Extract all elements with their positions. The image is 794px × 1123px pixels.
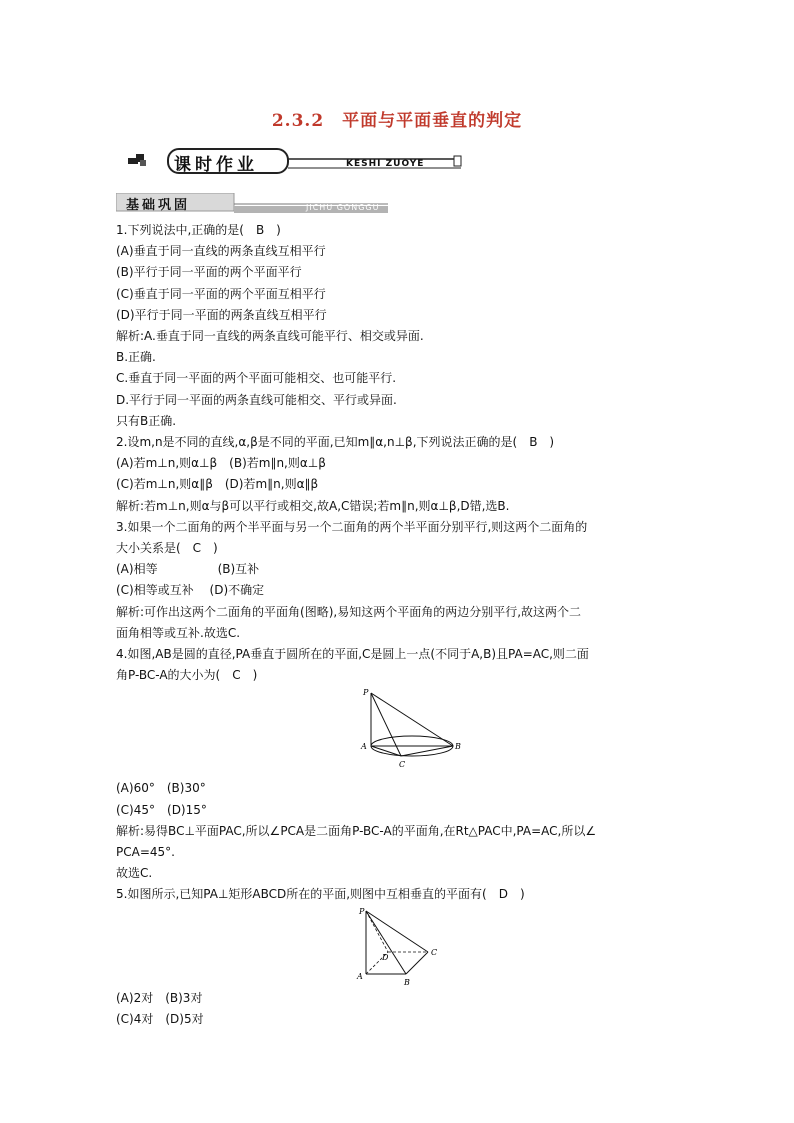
text-line: PCA=45°. bbox=[116, 845, 175, 860]
text-line: 解析:易得BC⊥平面PAC,所以∠PCA是二面角P-BC-A的平面角,在Rt△PAC中,PA=AC,所以∠ bbox=[116, 823, 597, 838]
text-line: (A)垂直于同一直线的两条直线互相平行 bbox=[116, 244, 326, 259]
text-line: (C)4对 (D)5对 bbox=[116, 1011, 204, 1026]
text-line: (C)45° (D)15° bbox=[116, 802, 207, 817]
text-line: 解析:A.垂直于同一直线的两条直线可能平行、相交或异面. bbox=[116, 329, 424, 344]
text-line: 解析:可作出这两个二面角的平面角(图略),易知这两个平面角的两边分别平行,故这两个二 bbox=[116, 604, 582, 619]
text-line: 大小关系是( C ) bbox=[116, 541, 218, 556]
text-line: 只有B正确. bbox=[116, 413, 177, 428]
text-line: (A)相等 (B)互补 bbox=[116, 562, 260, 577]
text-line: (C)相等或互补 (D)不确定 bbox=[116, 583, 265, 598]
banner-subtitle: KESHI ZUOYE bbox=[346, 159, 425, 169]
text-line: 4.如图,AB是圆的直径,PA垂直于圆所在的平面,C是圆上一点(不同于A,B)且PA=AC,则二面 bbox=[116, 647, 589, 662]
text-line: (C)若m⊥n,则α∥β (D)若m∥n,则α∥β bbox=[116, 477, 319, 492]
page-title: 2.3.2 平面与平面垂直的判定 bbox=[271, 111, 523, 131]
section-subtitle: JICHU GONGGU bbox=[306, 203, 380, 212]
text-line: D.平行于同一平面的两条直线可能相交、平行或异面. bbox=[116, 392, 397, 407]
label-a: A bbox=[357, 971, 363, 981]
text-line: B.正确. bbox=[116, 350, 156, 365]
text-line: 解析:若m⊥n,则α与β可以平行或相交,故A,C错误;若m∥n,则α⊥β,D错,选B. bbox=[116, 498, 510, 513]
label-c: C bbox=[399, 760, 406, 770]
label-p: P bbox=[363, 688, 369, 698]
text-line: (D)平行于同一平面的两条直线互相平行 bbox=[116, 307, 327, 322]
label-b: B bbox=[455, 742, 461, 752]
text-line: 角P-BC-A的大小为( C ) bbox=[116, 668, 258, 683]
text-line: (A)60° (B)30° bbox=[116, 781, 206, 796]
exercise-content bbox=[116, 220, 676, 1030]
text-line: 故选C. bbox=[116, 866, 153, 881]
text-line: 2.设m,n是不同的直线,α,β是不同的平面,已知m∥α,n⊥β,下列说法正确的是( B ) bbox=[116, 435, 555, 450]
label-p: P bbox=[359, 906, 365, 916]
figure-cone bbox=[116, 686, 676, 778]
text-line: 5.如图所示,已知PA⊥矩形ABCD所在的平面,则图中互相垂直的平面有( D ) bbox=[116, 887, 525, 902]
banner-label: 课时作业 bbox=[174, 155, 258, 175]
text-line: 3.如果一个二面角的两个半平面与另一个二面角的两个半平面分别平行,则这两个二面角的 bbox=[116, 519, 588, 534]
text-line: (A)若m⊥n,则α⊥β (B)若m∥n,则α⊥β bbox=[116, 456, 326, 471]
label-a: A bbox=[361, 742, 367, 752]
cone-diagram bbox=[359, 686, 469, 776]
text-line: (A)2对 (B)3对 bbox=[116, 990, 203, 1005]
label-c: C bbox=[431, 947, 438, 957]
text-line: 1.下列说法中,正确的是( B ) bbox=[116, 223, 281, 237]
pyramid-diagram bbox=[356, 906, 456, 988]
text-line: 面角相等或互补.故选C. bbox=[116, 625, 241, 640]
section-label: 基础巩固 bbox=[126, 198, 191, 213]
label-d: D bbox=[382, 952, 389, 962]
figure-pyramid bbox=[116, 906, 676, 988]
text-line: C.垂直于同一平面的两个平面可能相交、也可能平行. bbox=[116, 371, 397, 386]
text-line: (B)平行于同一平面的两个平面平行 bbox=[116, 265, 302, 280]
label-b: B bbox=[404, 977, 410, 987]
text-line: (C)垂直于同一平面的两个平面互相平行 bbox=[116, 286, 326, 301]
